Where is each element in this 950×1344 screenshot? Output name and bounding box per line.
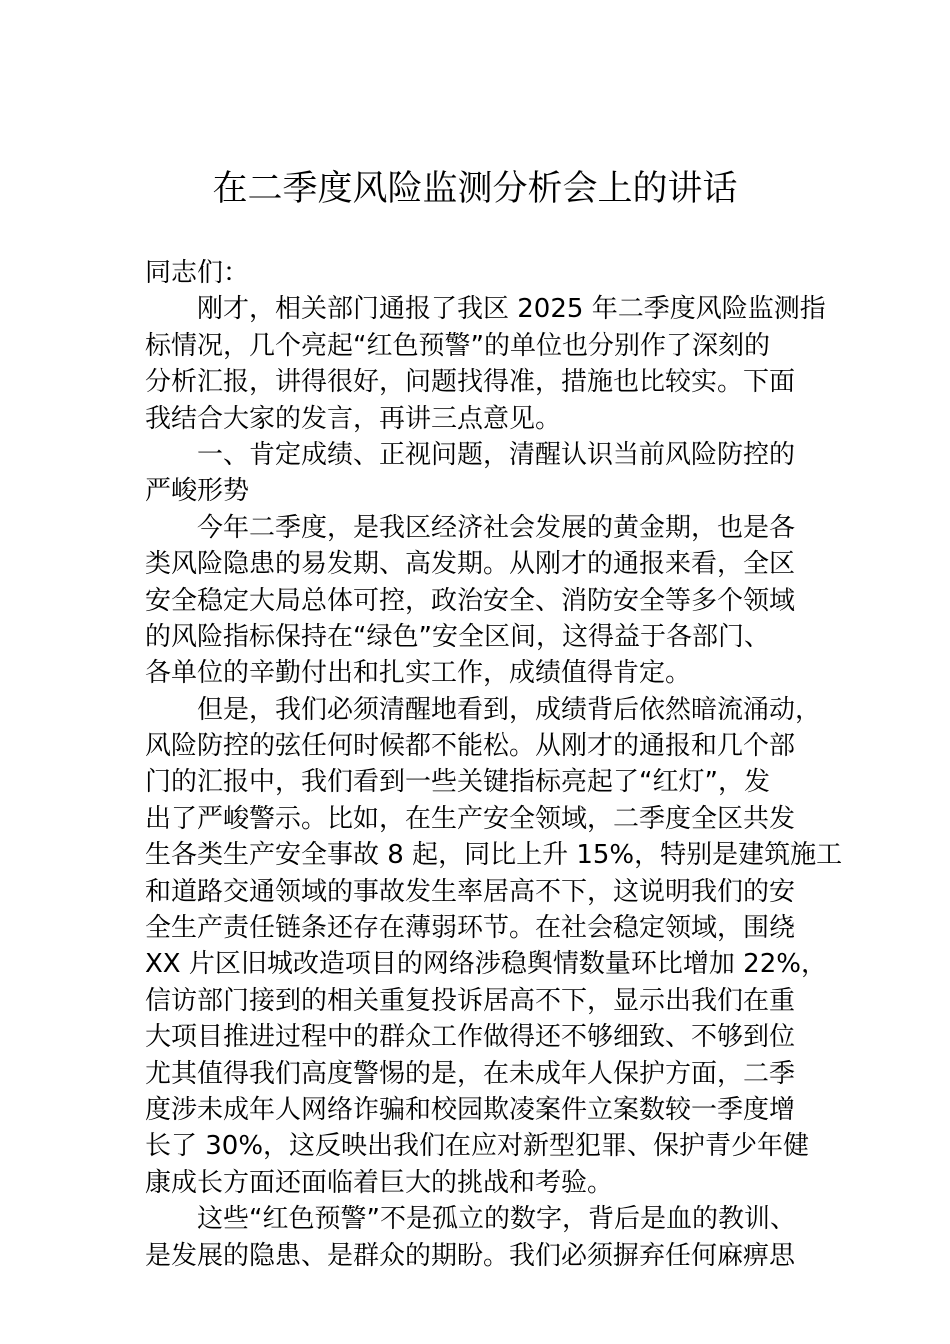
text-line: 一、肯定成绩、正视问题，清醒认识当前风险防控的 [197, 439, 796, 470]
text-line: 安全稳定大局总体可控，政治安全、消防安全等多个领域 [145, 585, 796, 616]
text-line: 尤其值得我们高度警惕的是，在未成年人保护方面，二季 [145, 1058, 796, 1089]
text-line: 刚才，相关部门通报了我区 2025 年二季度风险监测指 [197, 294, 826, 325]
text-line: 信访部门接到的相关重复投诉居高不下，显示出我们在重 [145, 985, 796, 1016]
document-title: 在二季度风险监测分析会上的讲话 [212, 169, 738, 209]
text-line: 全生产责任链条还存在薄弱环节。在社会稳定领域，围绕 [145, 913, 796, 944]
text-line: XX 片区旧城改造项目的网络涉稳舆情数量环比增加 22%， [145, 949, 827, 980]
text-line: 出了严峻警示。比如，在生产安全领域，二季度全区共发 [145, 803, 796, 834]
text-line: 大项目推进过程中的群众工作做得还不够细致、不够到位 [145, 1022, 796, 1053]
text-line: 生各类生产安全事故 8 起，同比上升 15%，特别是建筑施工 [145, 840, 843, 871]
text-line: 的风险指标保持在“绿色”安全区间，这得益于各部门、 [145, 621, 770, 652]
text-line: 度涉未成年人网络诈骗和校园欺凌案件立案数较一季度增 [145, 1094, 796, 1125]
text-line: 我结合大家的发言，再讲三点意见。 [145, 403, 562, 434]
document-body [145, 255, 843, 1274]
text-line: 今年二季度，是我区经济社会发展的黄金期，也是各 [197, 512, 796, 543]
text-line: 这些“红色预警”不是孤立的数字，背后是血的教训、 [197, 1204, 796, 1235]
text-line: 康成长方面还面临着巨大的挑战和考验。 [145, 1167, 614, 1198]
text-line: 同志们： [145, 258, 250, 288]
text-line: 是发展的隐患、是群众的期盼。我们必须摒弃任何麻痹思 [145, 1240, 796, 1271]
text-line: 各单位的辛勤付出和扎实工作，成绩值得肯定。 [145, 658, 692, 689]
text-line: 标情况，几个亮起“红色预警”的单位也分别作了深刻的 [145, 330, 770, 361]
text-line: 风险防控的弦任何时候都不能松。从刚才的通报和几个部 [145, 731, 796, 762]
text-line: 严峻形势 [145, 476, 250, 507]
text-line: 但是，我们必须清醒地看到，成绩背后依然暗流涌动， [197, 694, 822, 725]
text-line: 和道路交通领域的事故发生率居高不下，这说明我们的安 [145, 876, 796, 907]
text-line: 长了 30%，这反映出我们在应对新型犯罪、保护青少年健 [145, 1131, 810, 1162]
text-line: 类风险隐患的易发期、高发期。从刚才的通报来看，全区 [145, 549, 796, 580]
text-line: 分析汇报，讲得很好，问题找得准，措施也比较实。下面 [145, 367, 796, 398]
text-line: 门的汇报中，我们看到一些关键指标亮起了“红灯”，发 [145, 767, 770, 798]
